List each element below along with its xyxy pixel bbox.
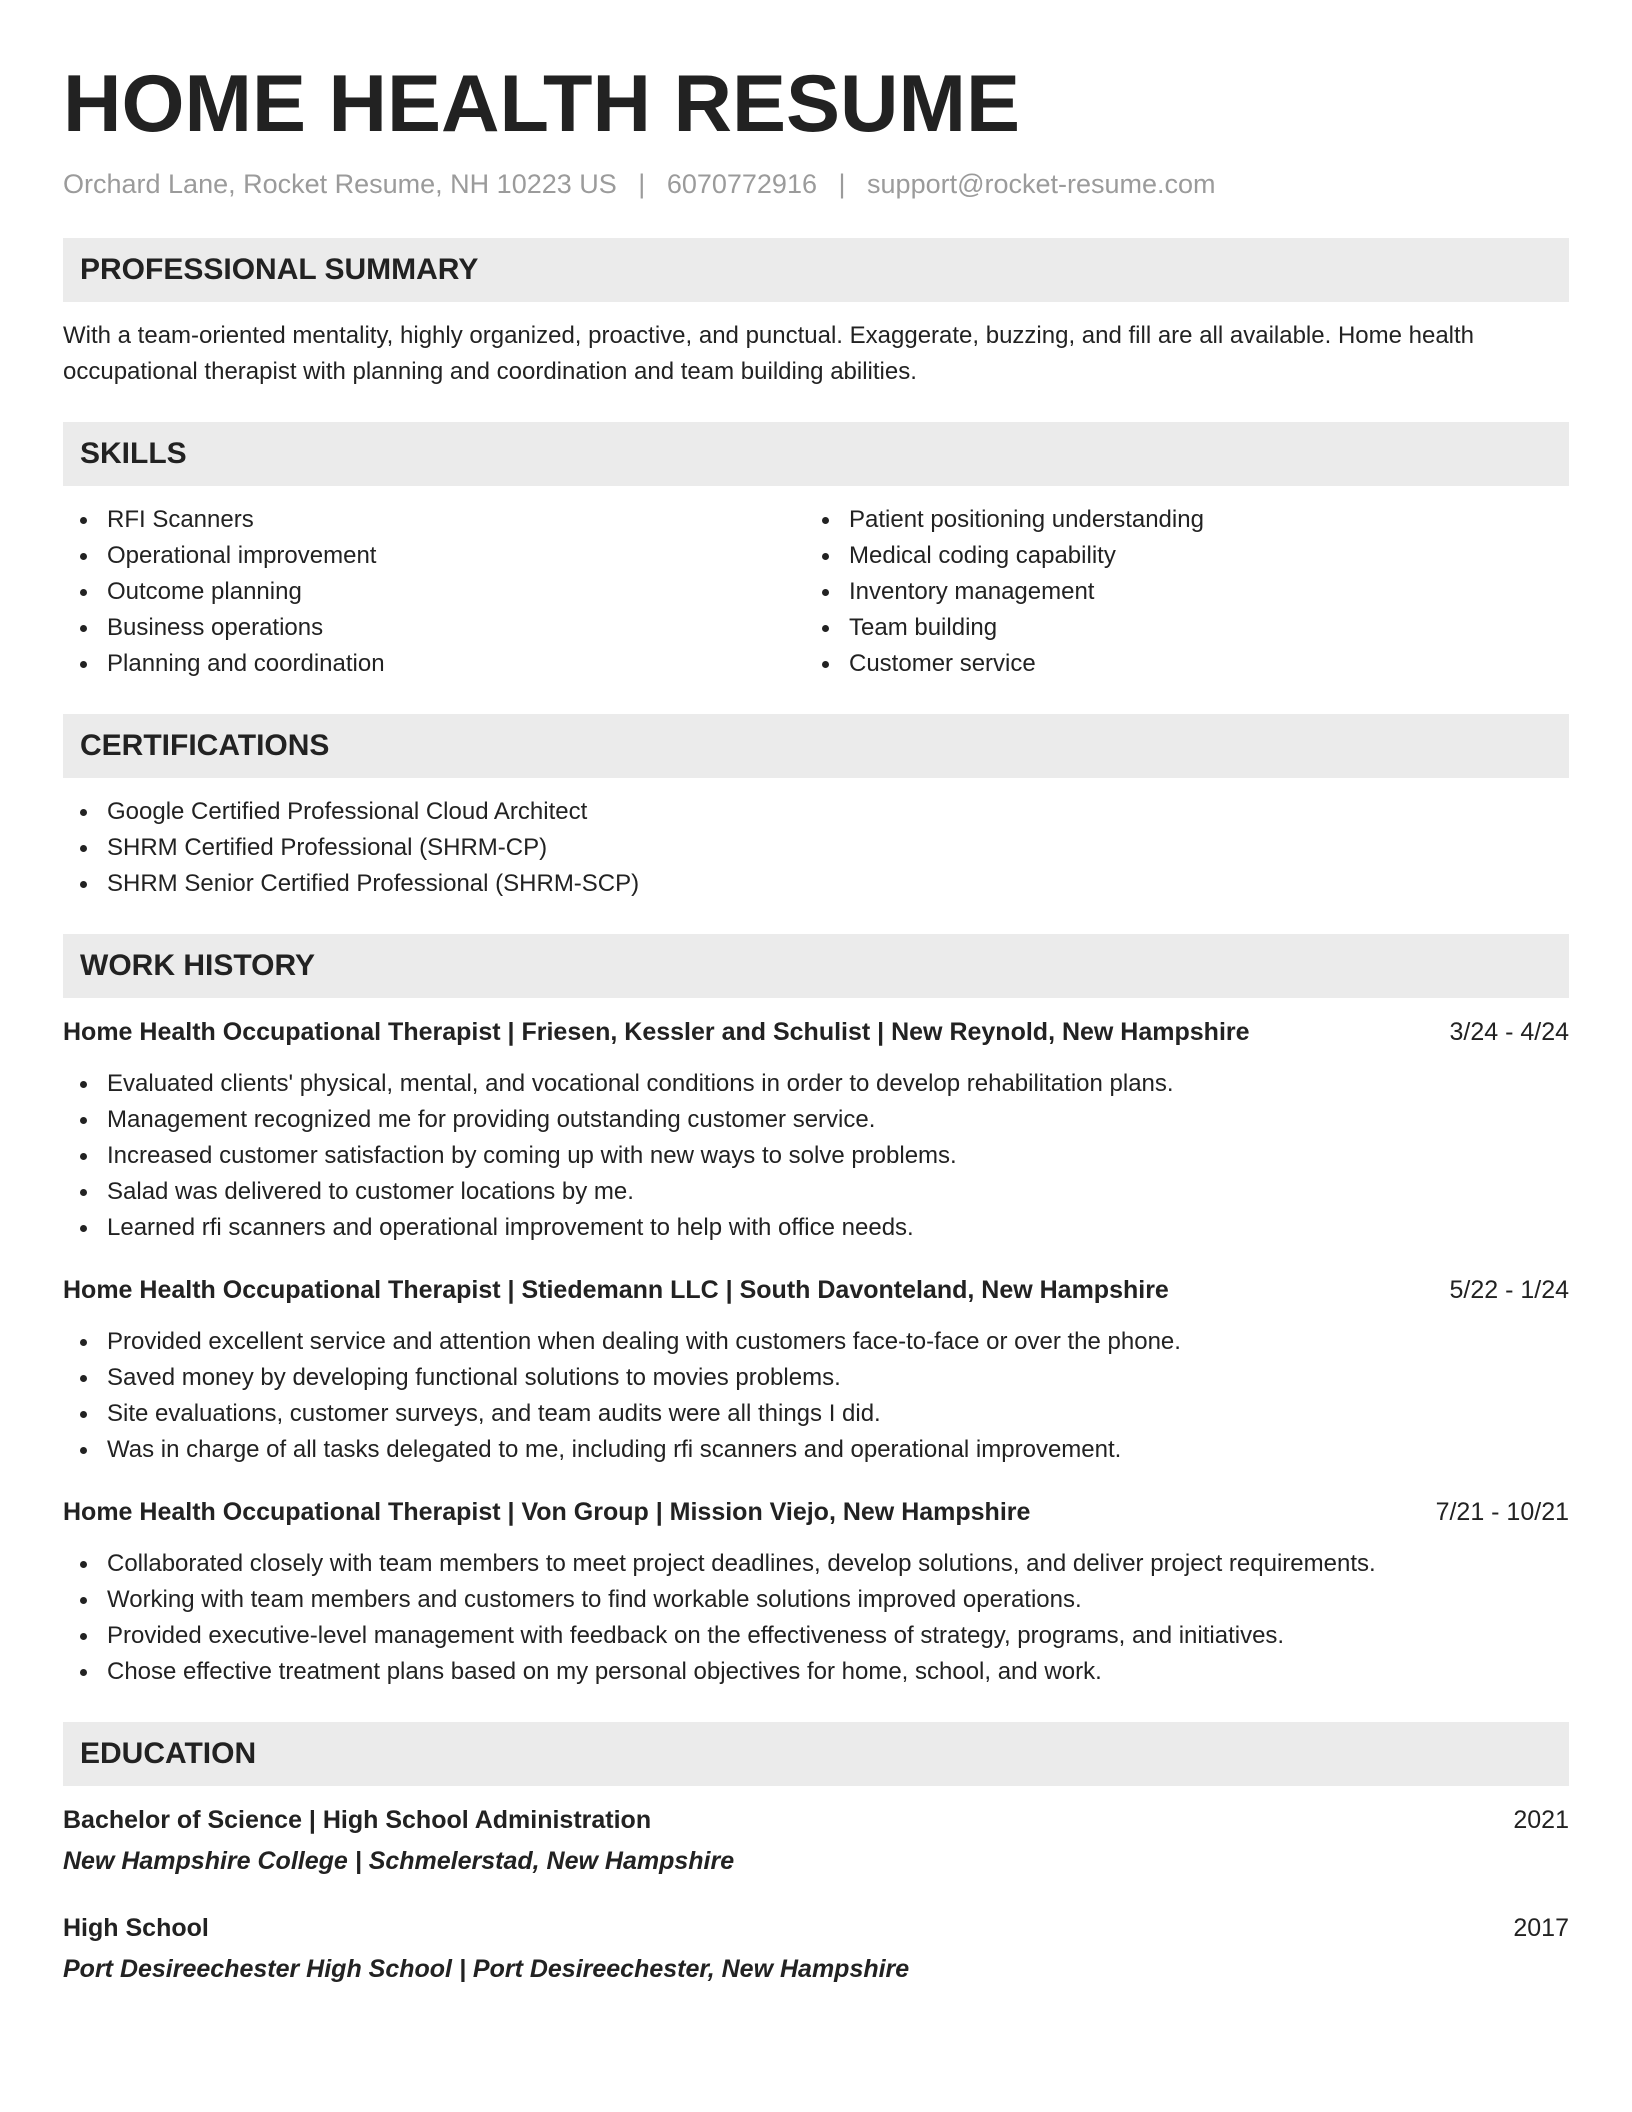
education-header: [63, 1802, 1569, 1838]
skill-item: Inventory management: [805, 574, 1547, 610]
job-bullet: Saved money by developing functional solutions to movies problems.: [63, 1360, 1569, 1396]
job-bullet: Salad was delivered to customer locations by me.: [63, 1174, 1569, 1210]
summary-heading: PROFESSIONAL SUMMARY: [63, 238, 1569, 302]
education-year: 2017: [1513, 1914, 1569, 1942]
certifications-list: [63, 794, 1569, 902]
job-bullet: Chose effective treatment plans based on my personal objectives for home, school, and work.: [63, 1654, 1569, 1690]
work-history-heading: WORK HISTORY: [63, 934, 1569, 998]
skills-heading: SKILLS: [63, 422, 1569, 486]
job-bullet: Provided excellent service and attention when dealing with customers face-to-face or over the phone.: [63, 1324, 1569, 1360]
education-degree: High School: [63, 1914, 209, 1942]
summary-section: [63, 238, 1569, 390]
certification-item: SHRM Certified Professional (SHRM-CP): [63, 830, 1569, 866]
job-bullet: Site evaluations, customer surveys, and team audits were all things I did.: [63, 1396, 1569, 1432]
job-entry: [63, 1014, 1569, 1246]
contact-phone: 6070772916: [666, 169, 817, 199]
skill-item: Operational improvement: [63, 538, 805, 574]
job-bullet: Provided executive-level management with feedback on the effectiveness of strategy, programs, and initiatives.: [63, 1618, 1569, 1654]
job-bullets: [63, 1546, 1569, 1690]
job-bullet: Management recognized me for providing outstanding customer service.: [63, 1102, 1569, 1138]
certifications-section: [63, 714, 1569, 902]
job-bullet: Evaluated clients' physical, mental, and vocational conditions in order to develop rehabilitation plans.: [63, 1066, 1569, 1102]
job-dates: 5/22 - 1/24: [1449, 1276, 1569, 1304]
work-history-section: [63, 934, 1569, 1690]
education-school: Port Desireechester High School | Port Desireechester, New Hampshire: [63, 1955, 910, 1983]
skill-item: Business operations: [63, 610, 805, 646]
education-entry: [63, 1802, 1569, 1880]
education-school: New Hampshire College | Schmelerstad, New Hampshire: [63, 1847, 735, 1875]
contact-line: [63, 168, 1569, 200]
job-bullets: [63, 1324, 1569, 1468]
education-entry: [63, 1910, 1569, 1988]
skill-item: Outcome planning: [63, 574, 805, 610]
certifications-heading: CERTIFICATIONS: [63, 714, 1569, 778]
job-header: [63, 1272, 1569, 1308]
resume-title: HOME HEALTH RESUME: [63, 59, 1021, 149]
job-title: Home Health Occupational Therapist | Friesen, Kessler and Schulist | New Reynold, New Hampshire: [63, 1018, 1250, 1046]
skill-item: RFI Scanners: [63, 502, 805, 538]
education-year: 2021: [1513, 1806, 1569, 1834]
skill-item: Customer service: [805, 646, 1547, 682]
skills-grid: [63, 502, 1569, 682]
skills-list-right: [805, 502, 1547, 682]
job-header: [63, 1014, 1569, 1050]
job-dates: 7/21 - 10/21: [1435, 1498, 1569, 1526]
skill-item: Patient positioning understanding: [805, 502, 1547, 538]
job-bullet: Was in charge of all tasks delegated to me, including rfi scanners and operational improvement.: [63, 1432, 1569, 1468]
education-section: [63, 1722, 1569, 1988]
job-header: [63, 1494, 1569, 1530]
job-title: Home Health Occupational Therapist | Stiedemann LLC | South Davonteland, New Hampshire: [63, 1276, 1169, 1304]
job-bullet: Working with team members and customers to find workable solutions improved operations.: [63, 1582, 1569, 1618]
contact-email: support@rocket-resume.com: [867, 169, 1216, 199]
education-header: [63, 1910, 1569, 1946]
skills-section: [63, 422, 1569, 682]
certification-item: Google Certified Professional Cloud Architect: [63, 794, 1569, 830]
skills-list-left: [63, 502, 805, 682]
skill-item: Medical coding capability: [805, 538, 1547, 574]
skill-item: Team building: [805, 610, 1547, 646]
education-degree: Bachelor of Science | High School Administration: [63, 1806, 652, 1834]
education-heading: EDUCATION: [63, 1722, 1569, 1786]
job-bullet: Collaborated closely with team members to meet project deadlines, develop solutions, and deliver project requirements.: [63, 1546, 1569, 1582]
job-dates: 3/24 - 4/24: [1449, 1018, 1569, 1046]
contact-address: Orchard Lane, Rocket Resume, NH 10223 US: [63, 169, 617, 199]
contact-separator: |: [838, 169, 846, 199]
job-bullets: [63, 1066, 1569, 1246]
skill-item: Planning and coordination: [63, 646, 805, 682]
summary-text: With a team-oriented mentality, highly organized, proactive, and punctual. Exaggerate, buzzing, and fill are all available. Home health occupational therapist with planning and coordination and team building abilities.: [63, 322, 1475, 385]
job-bullet: Learned rfi scanners and operational improvement to help with office needs.: [63, 1210, 1569, 1246]
job-entry: [63, 1272, 1569, 1468]
job-bullet: Increased customer satisfaction by coming up with new ways to solve problems.: [63, 1138, 1569, 1174]
job-title: Home Health Occupational Therapist | Von Group | Mission Viejo, New Hampshire: [63, 1498, 1031, 1526]
certification-item: SHRM Senior Certified Professional (SHRM-SCP): [63, 866, 1569, 902]
job-entry: [63, 1494, 1569, 1690]
contact-separator: |: [638, 169, 646, 199]
